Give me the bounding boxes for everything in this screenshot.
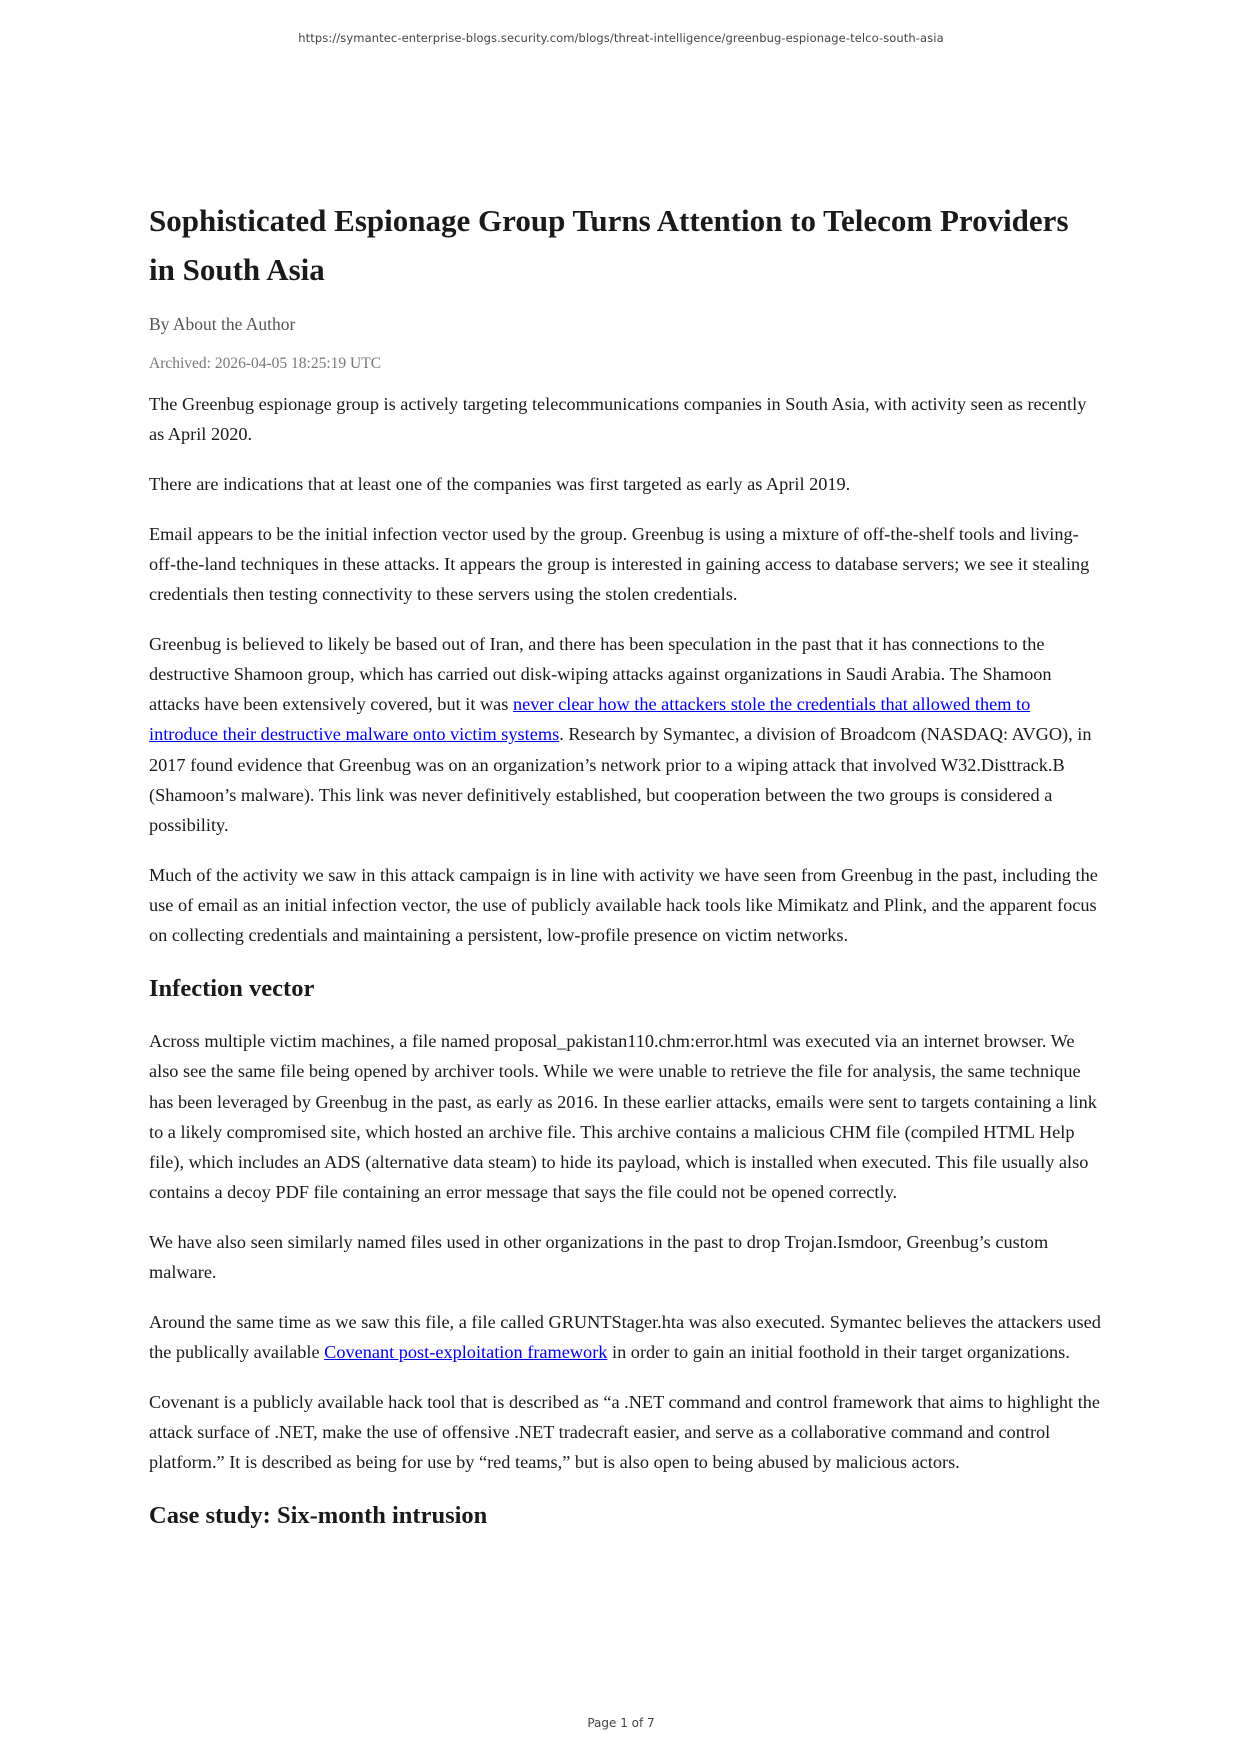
shamoon-credentials-link[interactable]: never clear how the attackers stole the credentials that allowed them to introduce their destructive malware onto victim systems: [149, 694, 1031, 745]
paragraph-infection-overview: Email appears to be the initial infection vector used by the group. Greenbug is using a mixture of off-the-shelf tools and living-off-the-land techniques in these attacks. It appears the group is interested in gaining access to database servers; we see it stealing credentials then testing connectivity to these servers using the stolen credentials.: [149, 523, 1090, 605]
paragraph-shamoon: [149, 629, 1101, 840]
paragraph-chm-file: Across multiple victim machines, a file named proposal_pakistan110.chm:error.html was executed via an internet browser. We also see the same file being opened by archiver tools. While we were unable to retrieve the file for analysis, the same technique has been leveraged by Greenbug in the past, as early as 2016. In these earlier attacks, emails were sent to targets containing a link to a likely compromised site, which hosted an archive file. This archive contains a malicious CHM file (compiled HTML Help file), which includes an ADS (alternative data steam) to hide its payload, which is installed when executed. This file usually also contains a decoy PDF file containing an error message that says the file could not be opened correctly.: [149, 1031, 1097, 1203]
heading-case-study: Case study: Six-month intrusion: [149, 1502, 488, 1530]
paragraph-covenant: Covenant is a publicly available hack tool that is described as “a .NET command and control framework that aims to highlight the attack surface of .NET, make the use of offensive .NET tradecraft easier, and serve as a collaborative command and control platform.” It is described as being for use by “red teams,” but is also open to being abused by malicious actors.: [149, 1391, 1101, 1473]
paragraph-gruntstager-text-before: Around the same time as we saw this file, a file called GRUNTStager.hta was also executed. Symantec believes the attackers used the publically available: [149, 1311, 1101, 1363]
page-number: Page 1 of 7: [587, 1716, 655, 1730]
article-title: Sophisticated Espionage Group Turns Attention to Telecom Providers in South Asia: [149, 203, 1069, 287]
heading-infection-vector: Infection vector: [149, 975, 315, 1003]
page-url-header: https://symantec-enterprise-blogs.security.com/blogs/threat-intelligence/greenbug-espionage-telco-south-asia: [298, 31, 944, 45]
article: [149, 196, 1101, 1553]
paragraph-past-activity: Much of the activity we saw in this attack campaign is in line with activity we have seen from Greenbug in the past, including the use of email as an initial infection vector, the use of publicly available hack tools like Mimikatz and Plink, and the apparent focus on collecting credentials and maintaining a persistent, low-profile presence on victim networks.: [149, 864, 1098, 946]
article-body: [149, 389, 1101, 1531]
paragraph-gruntstager-text-after: in order to gain an initial foothold in their target organizations.: [607, 1342, 1070, 1363]
paragraph-shamoon-text-before: Greenbug is believed to likely be based out of Iran, and there has been speculation in the past that it has connections to the destructive Shamoon group, which has carried out disk-wiping attacks against organizations in Saudi Arabia. The Shamoon attacks have been extensively covered, but it was: [149, 633, 1052, 715]
paragraph-first-targeted: There are indications that at least one of the companies was first targeted as early as April 2019.: [149, 473, 851, 494]
archived-timestamp: Archived: 2026-04-05 18:25:19 UTC: [149, 355, 382, 372]
covenant-framework-link[interactable]: Covenant post-exploitation framework: [324, 1342, 608, 1363]
paragraph-intro: The Greenbug espionage group is actively targeting telecommunications companies in South Asia, with activity seen as recently as April 2020.: [149, 394, 1087, 445]
paragraph-shamoon-text-after: . Research by Symantec, a division of Broadcom (NASDAQ: AVGO), in 2017 found evidence that Greenbug was on an organization’s network prior to a wiping attack that involved W32.Disttrack.B (Shamoon’s malware). This link was never definitively established, but cooperation between the two groups is considered a possibility.: [149, 724, 1092, 835]
byline: By About the Author: [149, 314, 296, 334]
paragraph-gruntstager: [149, 1307, 1101, 1367]
paragraph-ismdoor: We have also seen similarly named files used in other organizations in the past to drop Trojan.Ismdoor, Greenbug’s custom malware.: [149, 1231, 1049, 1283]
